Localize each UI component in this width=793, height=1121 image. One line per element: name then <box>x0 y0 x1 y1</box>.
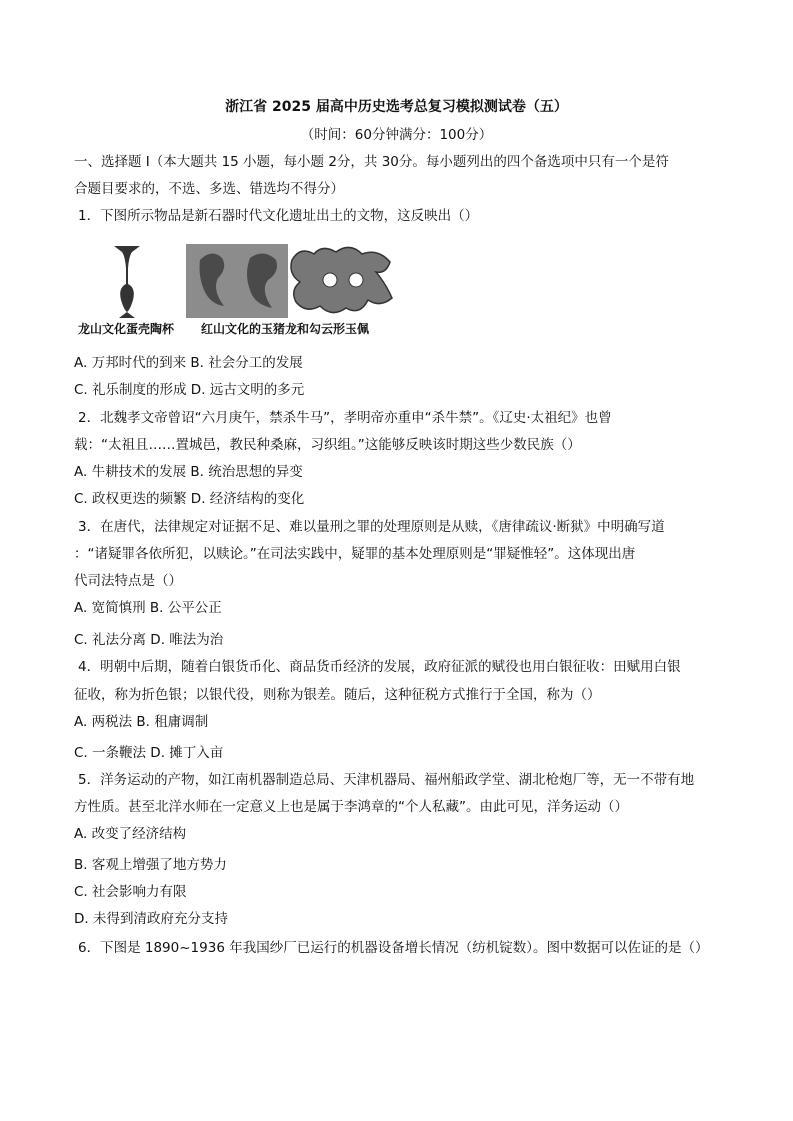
q4-stem-line2: 征收，称为折色银；以银代役，则称为银差。随后，这种征税方式推行于全国，称为（） <box>74 687 601 703</box>
q6-stem: 6．下图是 1890~1936 年我国纱厂已运行的机器设备增长情况（纺机锭数）。图中数据可以佐证的是（） <box>78 940 709 956</box>
q5-option-a: A. 改变了经济结构 <box>74 826 187 842</box>
q5-stem-line2: 方性质。甚至北洋水师在一定意义上也是属于李鸿章的“个人私藏”。由此可见，洋务运动（） <box>74 799 628 815</box>
q1-caption-right: 红山文化的玉猪龙和勾云形玉佩 <box>201 322 370 336</box>
q1-options-cd: C. 礼乐制度的形成 D. 远古文明的多元 <box>74 382 305 398</box>
q5-option-d: D. 未得到清政府充分支持 <box>74 911 228 927</box>
q4-stem-line1: 4．明朝中后期，随着白银货币化、商品货币经济的发展，政府征派的赋役也用白银征收：田赋用白银 <box>78 659 681 675</box>
q2-stem-line2: 载：“太祖且……置城邑，教民种桑麻，习织组。”这能够反映该时期这些少数民族（） <box>74 437 581 453</box>
section-heading-line2: 合题目要求的，不选、多选、错选均不得分） <box>74 181 344 197</box>
q5-option-c: C. 社会影响力有限 <box>74 884 187 900</box>
q1-options-ab: A. 万邦时代的到来 B. 社会分工的发展 <box>74 355 303 371</box>
q5-stem-line1: 5．洋务运动的产物，如江南机器制造总局、天津机器局、福州船政学堂、湖北枪炮厂等，无一不带有地 <box>78 772 695 788</box>
jade-pig-dragon-image <box>186 244 288 318</box>
q1-figures <box>100 238 400 320</box>
cloud-jade-pendant-image <box>291 247 392 312</box>
eggshell-cup-image <box>114 246 140 318</box>
section-heading-line1: 一、选择题 I（本大题共 15 小题，每小题 2分，共 30分。每小题列出的四个备选项中只有一个是符 <box>74 154 669 170</box>
q5-option-b: B. 客观上增强了地方势力 <box>74 857 227 873</box>
q1-stem: 1．下图所示物品是新石器时代文化遗址出土的文物，这反映出（） <box>78 208 479 224</box>
q3-options-ab: A. 宽简慎刑 B. 公平公正 <box>74 600 222 616</box>
q2-stem-line1: 2．北魏孝文帝曾诏“六月庚午，禁杀牛马”，孝明帝亦重申“杀牛禁”。《辽史·太祖纪》也曾 <box>78 410 612 426</box>
exam-title: 浙江省 2025 届高中历史选考总复习模拟测试卷（五） <box>225 99 568 115</box>
q2-options-ab: A. 牛耕技术的发展 B. 统治思想的异变 <box>74 464 303 480</box>
q2-options-cd: C. 政权更迭的频繁 D. 经济结构的变化 <box>74 491 305 507</box>
q4-options-ab: A. 两税法 B. 租庸调制 <box>74 714 209 730</box>
q1-artifact-images <box>100 238 400 320</box>
q4-options-cd: C. 一条鞭法 D. 摊丁入亩 <box>74 745 224 761</box>
q3-stem-line2: ：“诸疑罪各依所犯，以赎论。”在司法实践中，疑罪的基本处理原则是“罪疑惟轻”。这体现出唐 <box>74 546 636 562</box>
q3-stem-line1: 3．在唐代，法律规定对证据不足、难以量刑之罪的处理原则是从赎，《唐律疏议·断狱》中明确写道 <box>78 519 665 535</box>
exam-subtitle: （时间：60分钟满分：100分） <box>300 127 493 143</box>
q3-options-cd: C. 礼法分离 D. 唯法为治 <box>74 632 224 648</box>
q3-stem-line3: 代司法特点是（） <box>74 573 182 589</box>
q1-caption-left: 龙山文化蛋壳陶杯 <box>78 322 175 336</box>
